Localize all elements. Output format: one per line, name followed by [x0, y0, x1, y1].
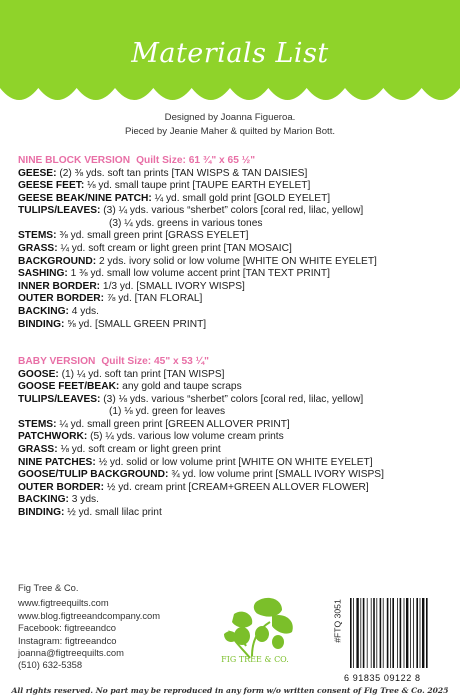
material-item: [18, 230, 448, 243]
barcode-bar: [387, 598, 389, 668]
material-text: (3) ⅛ yds. various “sherbet” colors [coral red, lilac, yellow]: [100, 393, 364, 405]
material-text: (3) ¼ yds. greens in various tones: [109, 217, 263, 229]
material-item: [18, 419, 448, 432]
section-title: NINE BLOCK VERSION: [18, 155, 131, 166]
material-item: [18, 168, 448, 181]
material-item: [18, 431, 448, 444]
material-text: ¼ yd. small gold print [GOLD EYELET]: [151, 192, 331, 204]
barcode-bar: [416, 598, 418, 668]
material-item: [18, 218, 448, 231]
barcode-bar: [373, 598, 375, 668]
material-label: GRASS:: [18, 444, 58, 456]
contact-info: [18, 582, 218, 672]
barcode-bar: [350, 598, 352, 668]
material-item: [18, 268, 448, 281]
quilt-size: Quilt Size: 61 ¾" x 65 ½": [136, 155, 256, 166]
fig-tree-logo: [212, 588, 308, 684]
material-text: ¾ yd. low volume print [SMALL IVORY WISPS]: [168, 469, 384, 481]
material-label: BINDING:: [18, 318, 65, 330]
material-item: [18, 494, 448, 507]
material-label: BINDING:: [18, 507, 65, 519]
material-item: [18, 293, 448, 306]
material-label: TULIPS/LEAVES:: [18, 205, 101, 217]
contact-phone: (510) 632-5358: [18, 659, 83, 671]
barcode-bar: [380, 598, 382, 668]
material-text: 1/3 yd. [SMALL IVORY WISPS]: [100, 280, 245, 292]
barcode-bar: [383, 598, 384, 668]
barcode-bar: [390, 598, 391, 668]
barcode-bar: [356, 598, 358, 668]
material-label: GEESE FEET:: [18, 180, 85, 192]
materials-list: [18, 168, 448, 332]
barcode-bar: [404, 598, 405, 668]
material-text: ½ yd. cream print [CREAM+GREEN ALLOVER FLOWER]: [104, 481, 369, 493]
material-label: INNER BORDER:: [18, 280, 101, 292]
barcode-bar: [363, 598, 365, 668]
copyright-notice: All rights reserved. No part may be reproduced in any form w/o written consent of Fig Tree & Co. 2025: [11, 686, 449, 695]
barcode-bar: [353, 598, 354, 668]
material-text: (3) ¼ yds. various “sherbet” colors [coral red, lilac, yellow]: [100, 205, 364, 217]
barcode-bar: [410, 598, 411, 668]
contact-email[interactable]: joanna@figtreequilts.com: [18, 647, 124, 659]
material-item: [18, 507, 448, 520]
material-item: [18, 243, 448, 256]
barcode-bar: [426, 598, 428, 668]
credits-designer: Designed by Joanna Figueroa.: [164, 112, 296, 123]
material-item: [18, 444, 448, 457]
material-label: GOOSE/TULIP BACKGROUND:: [18, 469, 169, 481]
baby-section: [18, 355, 448, 520]
barcode-bar: [422, 598, 424, 668]
material-item: [18, 394, 448, 407]
contact-website[interactable]: www.figtreequilts.com: [18, 597, 109, 609]
material-label: OUTER BORDER:: [18, 481, 105, 493]
material-label: BACKING:: [18, 306, 69, 318]
page-title: Materials List: [131, 38, 329, 69]
material-item: [18, 469, 448, 482]
material-item: [18, 482, 448, 495]
barcode-bar: [420, 598, 421, 668]
section-heading: [18, 355, 448, 369]
material-text: ⅜ yd. small green print [GRASS EYELET]: [56, 230, 249, 242]
material-item: [18, 406, 448, 419]
material-item: [18, 457, 448, 470]
material-text: ⅝ yd. [SMALL GREEN PRINT]: [64, 318, 207, 330]
material-text: ½ yd. solid or low volume print [WHITE ON WHITE EYELET]: [95, 456, 373, 468]
material-label: GEESE BEAK/NINE PATCH:: [18, 192, 152, 204]
material-label: GOOSE FEET/BEAK:: [18, 381, 120, 393]
material-label: GRASS:: [18, 243, 58, 255]
credits-pieced: Pieced by Jeanie Maher & quilted by Marion Bott.: [124, 125, 336, 137]
material-item: [18, 281, 448, 294]
material-label: BACKING:: [18, 494, 69, 506]
nine-block-section: [18, 154, 448, 331]
material-text: 1 ⅜ yd. small low volume accent print [TAN TEXT PRINT]: [67, 268, 330, 280]
contact-facebook[interactable]: Facebook: figtreeandco: [18, 622, 116, 634]
quilt-size: Quilt Size: 45" x 53 ¼": [101, 356, 209, 367]
material-text: 4 yds.: [68, 306, 99, 318]
material-text: 3 yds.: [68, 494, 99, 506]
material-text: ⅛ yd. small taupe print [TAUPE EARTH EYELET]: [84, 180, 311, 192]
material-item: [18, 381, 448, 394]
material-label: GOOSE:: [18, 368, 59, 380]
material-text: ¼ yd. soft cream or light green print [TAN MOSAIC]: [57, 243, 292, 255]
barcode-bar: [413, 598, 414, 668]
barcode-bar: [367, 598, 368, 668]
barcode-bar: [400, 598, 402, 668]
barcode-bar: [376, 598, 377, 668]
material-text: (1) ⅛ yd. green for leaves: [109, 406, 226, 418]
material-label: TULIPS/LEAVES:: [18, 393, 101, 405]
material-label: OUTER BORDER:: [18, 293, 105, 305]
material-label: BACKGROUND:: [18, 255, 97, 267]
material-item: [18, 193, 448, 206]
barcode-bar: [360, 598, 361, 668]
material-item: [18, 180, 448, 193]
contact-instagram[interactable]: Instagram: figtreeandco: [18, 634, 117, 646]
barcode-bar: [406, 598, 408, 668]
barcode-digits: 6 91835 09122 8: [344, 673, 421, 683]
material-label: STEMS:: [18, 230, 57, 242]
company-name: Fig Tree & Co.: [18, 582, 79, 593]
section-heading: [18, 154, 448, 168]
section-title: BABY VERSION: [18, 356, 96, 367]
material-text: any gold and taupe scraps: [119, 381, 242, 393]
barcode-bar: [397, 598, 398, 668]
material-item: [18, 205, 448, 218]
material-text: ⅛ yd. soft cream or light green print: [57, 444, 221, 456]
material-text: (1) ¼ yd. soft tan print [TAN WISPS]: [58, 368, 225, 380]
barcode: [348, 598, 442, 670]
material-label: PATCHWORK:: [18, 431, 88, 443]
contact-blog[interactable]: www.blog.figtreeandcompany.com: [18, 609, 161, 621]
material-text: ½ yd. small lilac print: [64, 507, 162, 519]
material-text: 2 yds. ivory solid or low volume [WHITE ON WHITE EYELET]: [96, 255, 377, 267]
logo-wordmark: FIG TREE & CO.: [221, 655, 289, 664]
material-item: [18, 256, 448, 269]
barcode-bar: [392, 598, 394, 668]
material-label: STEMS:: [18, 418, 57, 430]
material-item: [18, 306, 448, 319]
sku-label: #FTQ 3051: [332, 599, 343, 643]
material-text: (2) ⅜ yds. soft tan prints [TAN WISPS & TAN DAISIES]: [56, 167, 308, 179]
material-label: SASHING:: [18, 268, 68, 280]
material-label: GEESE:: [18, 167, 57, 179]
material-label: NINE PATCHES:: [18, 456, 96, 468]
material-text: ¼ yd. small green print [GREEN ALLOVER PRINT]: [56, 418, 290, 430]
material-item: [18, 319, 448, 332]
material-text: ⅞ yd. [TAN FLORAL]: [104, 293, 203, 305]
material-item: [18, 369, 448, 382]
credits: [0, 111, 460, 138]
materials-list: [18, 369, 448, 520]
barcode-bar: [371, 598, 372, 668]
material-text: (5) ¼ yds. various low volume cream prints: [87, 431, 284, 443]
